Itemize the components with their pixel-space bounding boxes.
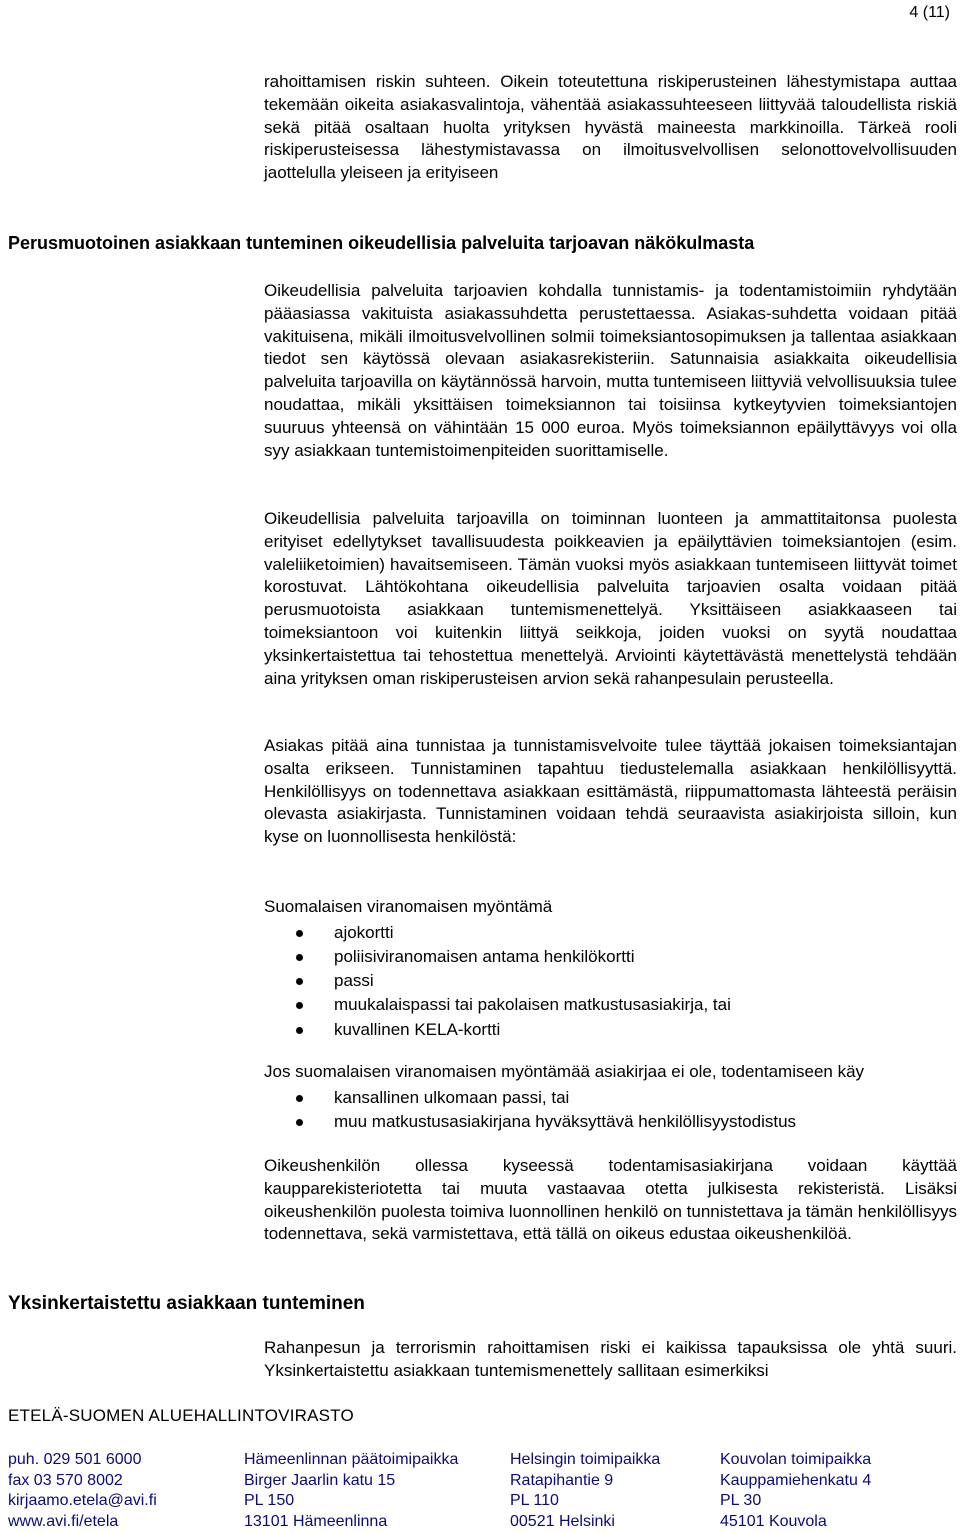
- paragraph-text: Rahanpesun ja terrorismin rahoittamisen riski ei kaikissa tapauksissa ole yhtä suuri. Yksinkertaistettu asiakkaan tuntemismenettely sallitaan esimerkiksi: [264, 1338, 957, 1380]
- office-pobox: PL 30: [720, 1492, 762, 1509]
- office-title: Kouvolan toimipaikka: [720, 1451, 872, 1468]
- list-item: kansallinen ulkomaan passi, tai: [264, 1086, 957, 1110]
- office-street: Ratapihantie 9: [510, 1471, 614, 1489]
- footer-office-kouvola: [720, 1450, 871, 1532]
- office-postcode: 00521 Helsinki: [510, 1512, 615, 1530]
- website-link[interactable]: www.avi.fi/etela: [8, 1512, 119, 1530]
- section1-paragraph-1: [264, 280, 957, 462]
- list-item: muukalaispassi tai pakolaisen matkustusasiakirja, tai: [264, 993, 957, 1017]
- office-postcode: 45101 Kouvola: [720, 1512, 827, 1530]
- email-link[interactable]: kirjaamo.etela@avi.fi: [8, 1492, 157, 1509]
- intro-paragraph: [264, 71, 957, 185]
- phone: puh. 029 501 6000: [8, 1451, 142, 1468]
- footer-office-helsinki: [510, 1450, 660, 1532]
- office-street: Birger Jaarlin katu 15: [244, 1471, 396, 1489]
- footer-office-hameenlinna: [244, 1450, 458, 1532]
- list-item: kuvallinen KELA-kortti: [264, 1018, 957, 1042]
- section1-paragraph-3: [264, 735, 957, 849]
- section-heading-yksinkertaistettu: Yksinkertaistettu asiakkaan tunteminen: [8, 1293, 365, 1314]
- list-item: poliisiviranomaisen antama henkilökortti: [264, 945, 957, 969]
- office-title: Hämeenlinnan päätoimipaikka: [244, 1451, 459, 1468]
- section2-paragraph: [264, 1337, 957, 1383]
- office-title: Helsingin toimipaikka: [510, 1451, 661, 1468]
- office-pobox: PL 110: [510, 1492, 559, 1509]
- page-number: 4 (11): [909, 4, 950, 21]
- list-item: ajokortti: [264, 921, 957, 945]
- section1-closing-paragraph: [264, 1155, 957, 1246]
- paragraph-text: Oikeudellisia palveluita tarjoavilla on toiminnan luonteen ja ammattitaitonsa puolesta erityiset edellytykset tavallisuudesta poikkeavien ja epäilyttävien toimeksiantojen (esim. valeliiketoimien) havaitsemiseen. Tämän vuoksi myös asiakkaan tuntemiseen liittyvät toimet korostuvat. Lähtökohtana oikeudellisia palveluita tarjoavien osalta voidaan pitää perusmuotoista asiakkaan tuntemismenettelyä. Yksittäiseen asiakkaaseen tai toimeksiantoon voi kuitenkin liittyä seikkoja, joiden vuoksi on syytä noudattaa yksinkertaistettua tai tehostettua menettelyä. Arviointi käytettävästä menettelystä tehdään aina yrityksen oman riskiperusteisen arvion sekä rahanpesulain perusteella.: [264, 509, 957, 688]
- office-pobox: PL 150: [244, 1492, 295, 1509]
- agency-name: ETELÄ-SUOMEN ALUEHALLINTOVIRASTO: [8, 1406, 354, 1425]
- list-item: muu matkustusasiakirjana hyväksyttävä henkilöllisyystodistus: [264, 1110, 957, 1134]
- footer-contact: [8, 1450, 157, 1532]
- list1-title: Suomalaisen viranomaisen myöntämä: [264, 897, 553, 916]
- fax: fax 03 570 8002: [8, 1471, 123, 1489]
- intro-text: rahoittamisen riskin suhteen. Oikein toteutettuna riskiperusteinen lähestymistapa auttaa tekemään oikeita asiakasvalintoja, vähentää asiakassuhteeseen liittyvää taloudellista riskiä sekä pitää osaltaan huolta yrityksen hyvästä maineesta markkinoilla. Tärkeä rooli riskiperusteisessa lähestymistavassa on ilmoitusvelvollisen selonottovelvollisuuden jaottelulla yleiseen ja erityiseen: [264, 72, 957, 183]
- document-list-1: [264, 896, 957, 1042]
- list-item: passi: [264, 969, 957, 993]
- paragraph-text: Asiakas pitää aina tunnistaa ja tunnistamisvelvoite tulee täyttää jokaisen toimeksiantajan osalta erikseen. Tunnistaminen tapahtuu tiedustelemalla asiakkaan henkilöllisyyttä. Henkilöllisyys on todennettava asiakkaan esittämästä, riippumattomasta lähteestä peräisin olevasta asiakirjasta. Tunnistaminen voidaan tehdä seuraavista asiakirjoista silloin, kun kyse on luonnollisesta henkilöstä:: [264, 736, 957, 847]
- document-list-2: [264, 1061, 957, 1134]
- paragraph-text: Oikeushenkilön ollessa kyseessä todentamisasiakirjana voidaan käyttää kaupparekisteriotetta tai muuta vastaavaa otetta julkisesta rekisteristä. Lisäksi oikeushenkilön puolesta toimiva luonnollinen henkilö on tunnistettava ja tämän henkilöllisyys todennettava, sekä varmistettava, että tällä on oikeus edustaa oikeushenkilöä.: [264, 1156, 957, 1244]
- paragraph-text: Oikeudellisia palveluita tarjoavien kohdalla tunnistamis- ja todentamistoimiin ryhdytään pääasiassa vakituista asiakassuhdetta perustettaessa. Asiakas-suhdetta voidaan pitää vakituisena, mikäli ilmoitusvelvollinen solmii toimeksiantosopimuksen ja tallentaa asiakkaan tiedot sen käytössä olevaan asiakasrekisteriin. Satunnaisia asiakkaita oikeudellisia palveluita tarjoavilla on käytännössä harvoin, mutta tuntemiseen liittyviä velvollisuuksia tulee noudattaa, mikäli yksittäisen toimeksiannon tai toisiinsa kytkeytyvien toimeksiantojen suuruus yhteensä on vähintään 15 000 euroa. Myös toimeksiannon epäilyttävyys voi olla syy asiakkaan tuntemistoimenpiteiden suorittamiselle.: [264, 281, 957, 460]
- office-street: Kauppamiehenkatu 4: [720, 1471, 872, 1489]
- section-heading-perusmuotoinen: Perusmuotoinen asiakkaan tunteminen oikeudellisia palveluita tarjoavan näkökulmasta: [8, 233, 755, 253]
- section1-paragraph-2: [264, 508, 957, 690]
- office-postcode: 13101 Hämeenlinna: [244, 1512, 388, 1530]
- list2-title: Jos suomalaisen viranomaisen myöntämää asiakirjaa ei ole, todentamiseen käy: [264, 1062, 865, 1081]
